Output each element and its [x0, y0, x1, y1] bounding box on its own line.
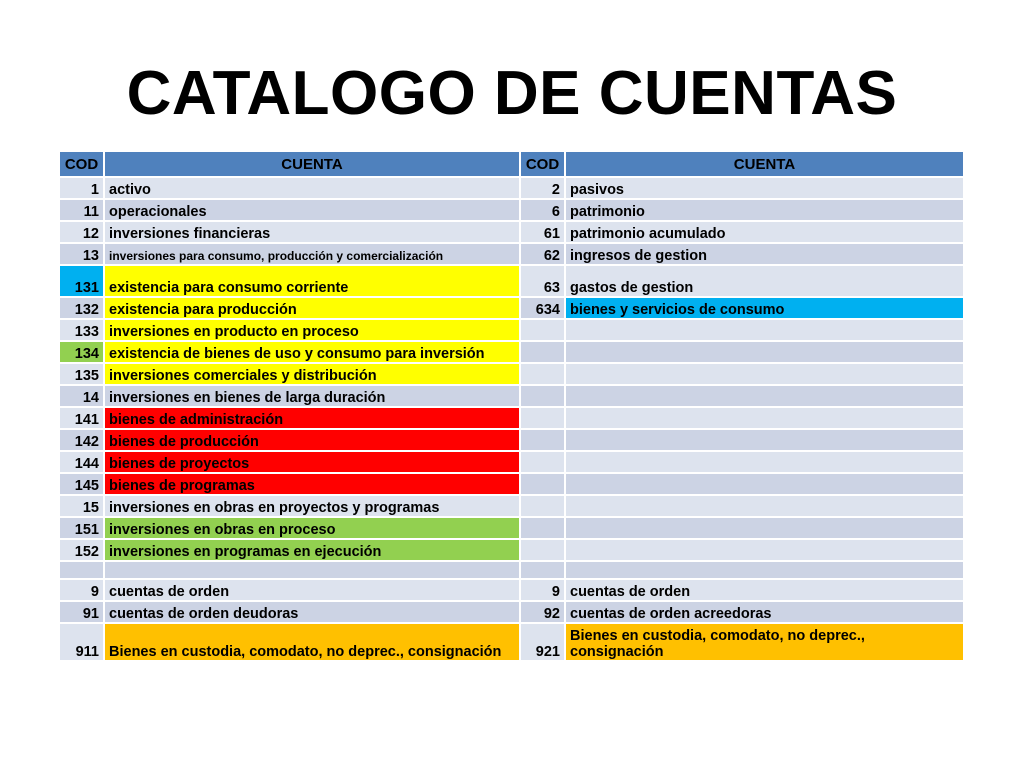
cell-cuenta-right [565, 473, 964, 495]
table-row [59, 341, 964, 363]
cell-cod-left: 133 [59, 319, 104, 341]
cell-cod-right: 2 [520, 177, 565, 199]
cell-cuenta-left: bienes de producción [104, 429, 520, 451]
cell-cod-right [520, 385, 565, 407]
cell-cuenta-left: operacionales [104, 199, 520, 221]
cell-cuenta-right [565, 385, 964, 407]
cell-cod-left: 91 [59, 601, 104, 623]
table-row [59, 385, 964, 407]
cell-cuenta-left: inversiones financieras [104, 221, 520, 243]
cell-cod-right: 61 [520, 221, 565, 243]
cell-cod-right [520, 429, 565, 451]
cell-cod-right: 6 [520, 199, 565, 221]
cell-cod-left [59, 561, 104, 579]
cell-cuenta-right: bienes y servicios de consumo [565, 297, 964, 319]
cell-cod-right [520, 495, 565, 517]
cell-cuenta-left: Bienes en custodia, comodato, no deprec., consignación [104, 623, 520, 661]
cell-cuenta-right [565, 539, 964, 561]
cell-cuenta-right: gastos de gestion [565, 265, 964, 297]
accounts-table [58, 150, 965, 662]
cell-cod-left: 132 [59, 297, 104, 319]
cell-cod-left: 9 [59, 579, 104, 601]
cell-cod-right [520, 451, 565, 473]
cell-cuenta-left: inversiones en obras en proyectos y programas [104, 495, 520, 517]
table-row [59, 451, 964, 473]
cell-cod-left: 152 [59, 539, 104, 561]
cell-cuenta-left: inversiones en producto en proceso [104, 319, 520, 341]
cell-cuenta-right: cuentas de orden acreedoras [565, 601, 964, 623]
cell-cod-left: 13 [59, 243, 104, 265]
table-row [59, 579, 964, 601]
table-row [59, 473, 964, 495]
table-row [59, 601, 964, 623]
cell-cod-right: 92 [520, 601, 565, 623]
cell-cod-right [520, 561, 565, 579]
cell-cuenta-left: bienes de programas [104, 473, 520, 495]
cell-cod-right [520, 407, 565, 429]
cell-cuenta-right [565, 429, 964, 451]
cell-cod-left: 145 [59, 473, 104, 495]
page-title: CATALOGO DE CUENTAS [126, 59, 898, 128]
cell-cod-right [520, 517, 565, 539]
cell-cuenta-right [565, 407, 964, 429]
cell-cuenta-right: Bienes en custodia, comodato, no deprec., consignación [565, 623, 964, 661]
cell-cuenta-right [565, 517, 964, 539]
cell-cuenta-right [565, 341, 964, 363]
table-row [59, 407, 964, 429]
cell-cod-right: 62 [520, 243, 565, 265]
cell-cod-right: 634 [520, 297, 565, 319]
cell-cuenta-left: cuentas de orden [104, 579, 520, 601]
header-cod-left: COD [59, 151, 104, 177]
cell-cod-left: 15 [59, 495, 104, 517]
cell-cuenta-right: patrimonio [565, 199, 964, 221]
table-row [59, 221, 964, 243]
cell-cuenta-right: pasivos [565, 177, 964, 199]
cell-cod-left: 135 [59, 363, 104, 385]
cell-cuenta-left [104, 561, 520, 579]
cell-cuenta-right [565, 561, 964, 579]
cell-cuenta-left: existencia para producción [104, 297, 520, 319]
cell-cuenta-right: patrimonio acumulado [565, 221, 964, 243]
table-row [59, 177, 964, 199]
header-cuenta-left: CUENTA [104, 151, 520, 177]
cell-cod-left: 1 [59, 177, 104, 199]
table-row [59, 429, 964, 451]
cell-cuenta-left: bienes de administración [104, 407, 520, 429]
table-row [59, 199, 964, 221]
cell-cuenta-right: ingresos de gestion [565, 243, 964, 265]
cell-cuenta-left: inversiones en bienes de larga duración [104, 385, 520, 407]
table-row [59, 539, 964, 561]
cell-cod-right: 921 [520, 623, 565, 661]
table-row [59, 265, 964, 297]
cell-cod-left: 151 [59, 517, 104, 539]
cell-cod-left: 911 [59, 623, 104, 661]
header-cod-right: COD [520, 151, 565, 177]
table-row [59, 297, 964, 319]
cell-cod-right [520, 341, 565, 363]
cell-cuenta-left: existencia de bienes de uso y consumo para inversión [104, 341, 520, 363]
cell-cod-right [520, 319, 565, 341]
cell-cuenta-left: cuentas de orden deudoras [104, 601, 520, 623]
table-row [59, 243, 964, 265]
cell-cuenta-left: inversiones para consumo, producción y comercialización [104, 243, 520, 265]
cell-cod-left: 11 [59, 199, 104, 221]
cell-cuenta-right [565, 451, 964, 473]
cell-cod-left: 142 [59, 429, 104, 451]
cell-cuenta-left: existencia para consumo corriente [104, 265, 520, 297]
cell-cuenta-right [565, 363, 964, 385]
cell-cod-right [520, 363, 565, 385]
cell-cod-left: 141 [59, 407, 104, 429]
table-row [59, 623, 964, 661]
cell-cod-right: 9 [520, 579, 565, 601]
cell-cod-left: 12 [59, 221, 104, 243]
table-row [59, 495, 964, 517]
cell-cuenta-left: inversiones en programas en ejecución [104, 539, 520, 561]
cell-cod-right [520, 539, 565, 561]
table-row [59, 363, 964, 385]
cell-cod-left: 14 [59, 385, 104, 407]
header-cuenta-right: CUENTA [565, 151, 964, 177]
cell-cuenta-left: activo [104, 177, 520, 199]
table-row [59, 517, 964, 539]
table-header-row [59, 151, 964, 177]
cell-cuenta-left: inversiones comerciales y distribución [104, 363, 520, 385]
cell-cuenta-left: bienes de proyectos [104, 451, 520, 473]
cell-cuenta-left: inversiones en obras en proceso [104, 517, 520, 539]
table-row [59, 319, 964, 341]
cell-cuenta-right: cuentas de orden [565, 579, 964, 601]
table-row-blank [59, 561, 964, 579]
cell-cod-left: 144 [59, 451, 104, 473]
cell-cod-left: 131 [59, 265, 104, 297]
cell-cod-left: 134 [59, 341, 104, 363]
cell-cod-right: 63 [520, 265, 565, 297]
cell-cuenta-right [565, 319, 964, 341]
cell-cod-right [520, 473, 565, 495]
cell-cuenta-right [565, 495, 964, 517]
